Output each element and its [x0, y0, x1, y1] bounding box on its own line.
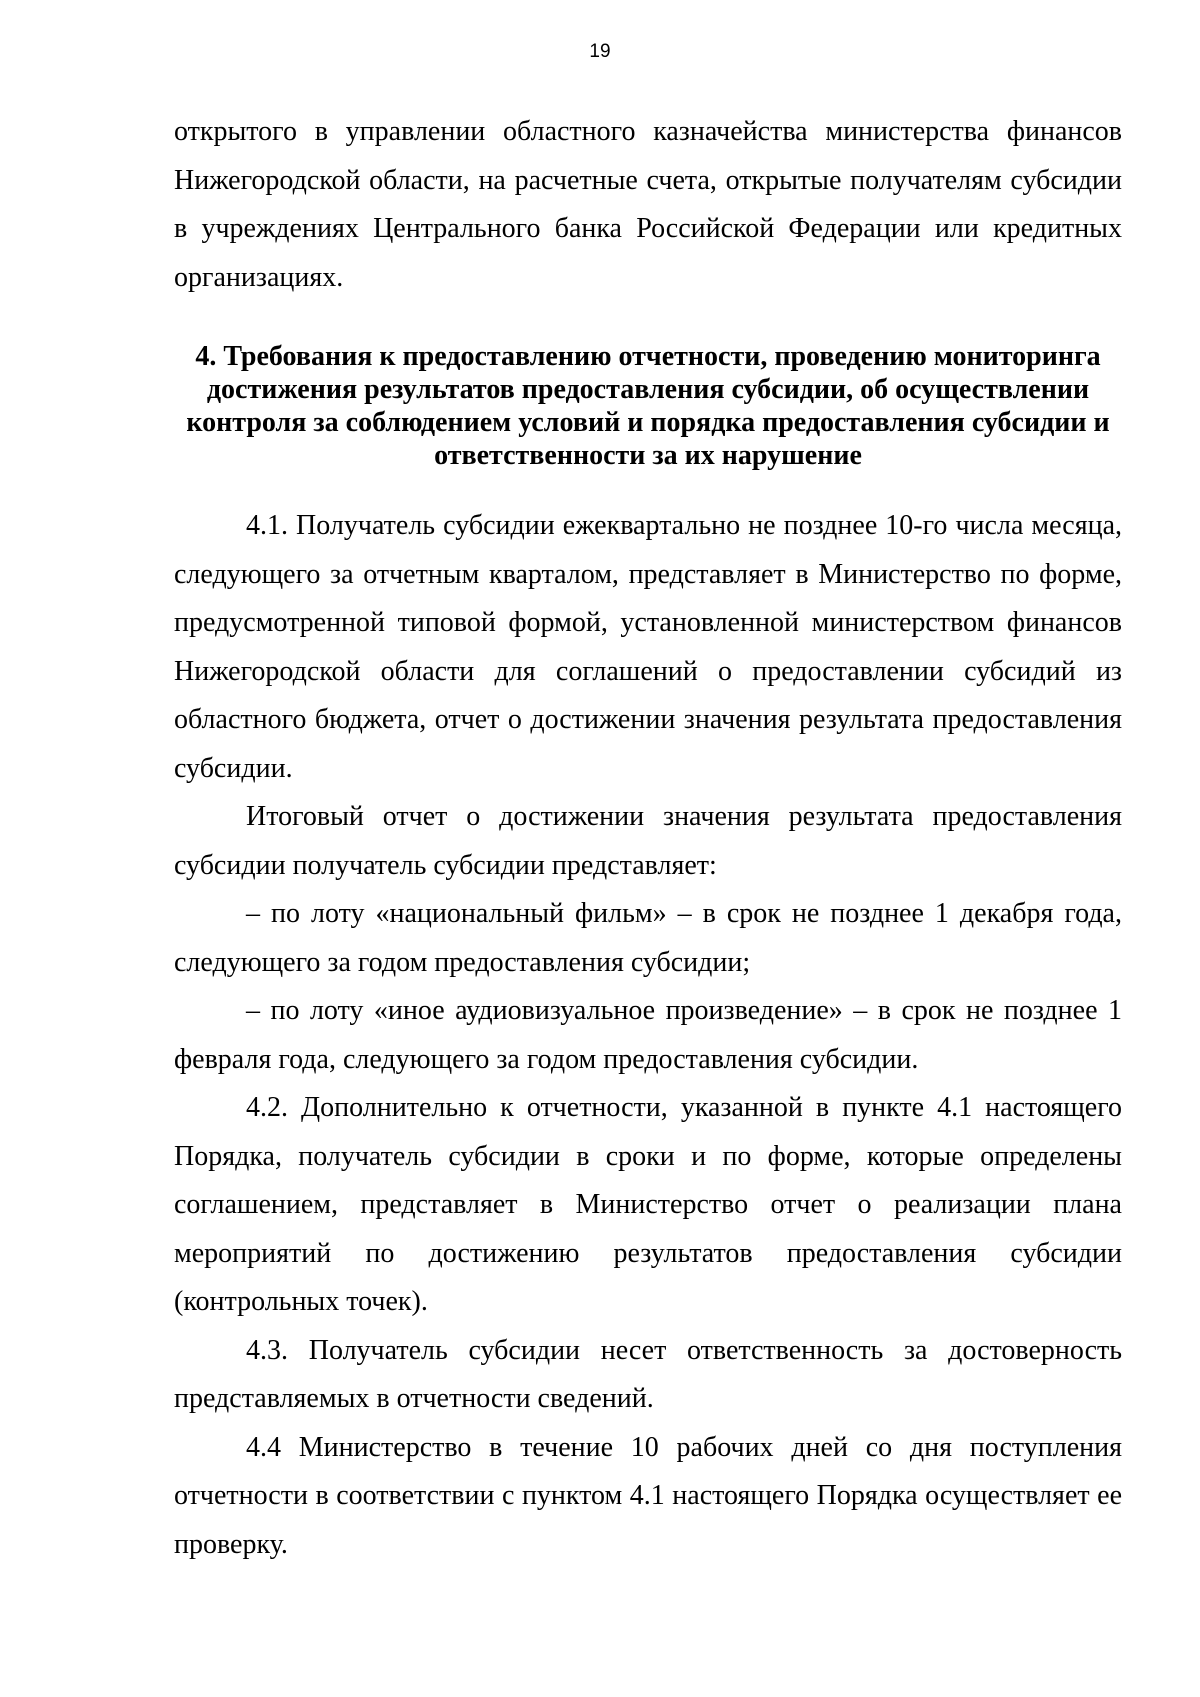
paragraph-4-4: 4.4 Министерство в течение 10 рабочих дней со дня поступления отчетности в соответствии с пунктом 4.1 настоящего Порядка осуществляет ее проверку.	[174, 1431, 1122, 1560]
list-item-lot-other: – по лоту «иное аудиовизуальное произведение» – в срок не позднее 1 февраля года, следующего за годом предоставления субсидии.	[174, 995, 1122, 1075]
section-heading-line-4: ответственности за их нарушение	[434, 440, 862, 471]
section-heading	[174, 340, 1122, 472]
paragraph-4-3: 4.3. Получатель субсидии несет ответственность за достоверность представляемых в отчетности сведений.	[174, 1334, 1122, 1414]
paragraph-4-2: 4.2. Дополнительно к отчетности, указанной в пункте 4.1 настоящего Порядка, получатель субсидии в сроки и по форме, которые определены соглашением, представляет в Министерство отчет о реализации плана мероприятий по достижению результатов предоставления субсидии (контрольных точек).	[174, 1092, 1122, 1317]
section-heading-line-1: 4. Требования к предоставлению отчетности, проведению мониторинга	[195, 341, 1101, 372]
paragraph-final-report: Итоговый отчет о достижении значения результата предоставления субсидии получатель субсидии представляет:	[174, 801, 1122, 881]
section-heading-line-3: контроля за соблюдением условий и порядка предоставления субсидии и	[186, 407, 1110, 438]
page-number: 19	[589, 41, 611, 62]
intro-paragraph: открытого в управлении областного казначейства министерства финансов Нижегородской области, на расчетные счета, открытые получателям субсидии в учреждениях Центрального банка Российской Федерации или кредитных организациях.	[174, 116, 1122, 293]
paragraph-4-1: 4.1. Получатель субсидии ежеквартально не позднее 10-го числа месяца, следующего за отчетным кварталом, представляет в Министерство по форме, предусмотренной типовой формой, установленной министерством финансов Нижегородской области для соглашений о предоставлении субсидий из областного бюджета, отчет о достижении значения результата предоставления субсидии.	[174, 510, 1122, 784]
section-heading-line-2: достижения результатов предоставления субсидии, об осуществлении	[206, 374, 1090, 405]
list-item-lot-film: – по лоту «национальный фильм» – в срок не позднее 1 декабря года, следующего за годом предоставления субсидии;	[174, 898, 1122, 978]
document-body	[174, 108, 1122, 1569]
